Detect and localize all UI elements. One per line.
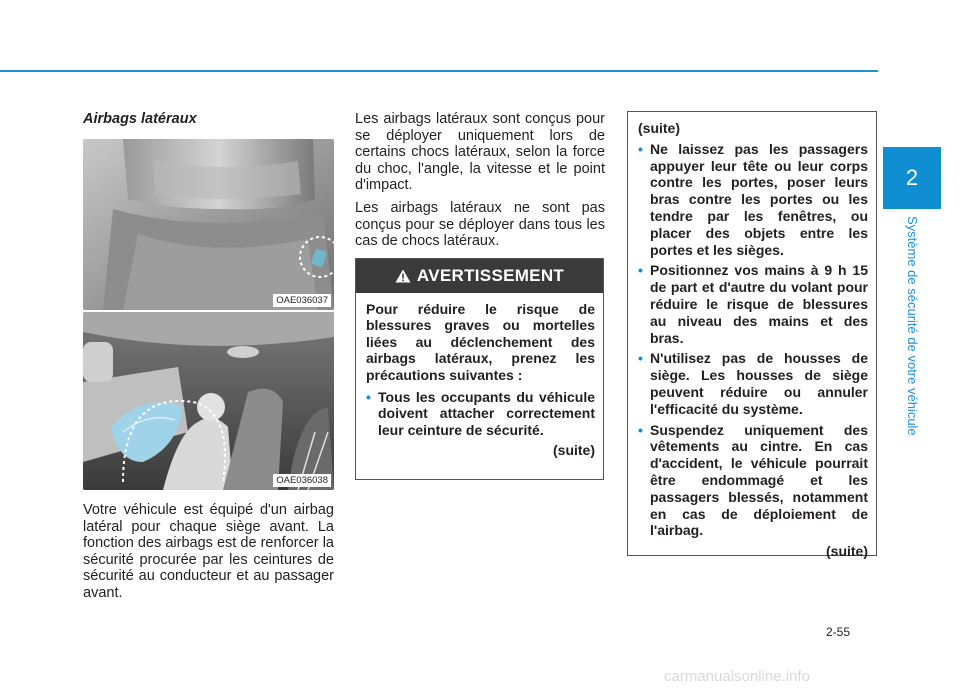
interior-illustration (83, 312, 334, 490)
chapter-tab (883, 147, 941, 209)
figure-code: OAE036038 (273, 474, 331, 487)
warning-heading: AVERTISSEMENT (416, 266, 565, 285)
body-paragraph: Les airbags latéraux ne sont pas conçus pour se déployer dans tous les cas de chocs latéraux. (355, 199, 605, 250)
continued-box (627, 111, 877, 560)
seat-illustration (83, 139, 334, 310)
seat-figure (83, 139, 334, 310)
list-item: • Positionnez vos mains à 9 h 15 de part et d'autre du volant pour réduire le risque de blessures au niveau des mains et des bras. (638, 262, 868, 346)
left-column (83, 111, 334, 128)
list-item: • Ne laissez pas les passagers appuyer leur tête ou leur corps contre les portes, poser leurs bras contre les portes ou les tendre par les fenêtres, ou placer des objets entre les portes et les sièges. (638, 141, 868, 259)
warning-intro: Pour réduire le risque de blessures graves ou mortelles liées au déclenchement des airbags latéraux, prenez les précautions suivantes : (366, 301, 595, 383)
list-item: • N'utilisez pas de housses de siège. Les housses de siège peuvent réduire ou annuler l'efficacité du système. (638, 350, 868, 417)
warning-header (356, 259, 603, 293)
warning-triangle-icon (395, 269, 411, 283)
section-title: Airbags latéraux (83, 111, 197, 127)
list-item: • Tous les occupants du véhicule doivent attacher correctement leur ceinture de sécurité. (366, 389, 595, 438)
chapter-number: 2 (905, 165, 919, 190)
airbag-deploy-figure (83, 312, 334, 490)
continued-header: (suite) (638, 120, 680, 136)
intro-paragraph: Votre véhicule est équipé d'un airbag latéral pour chaque siège avant. La fonction des airbags est de renforcer la sécurité procurée par les ceintures de sécurité au conducteur et au passager avant. (83, 502, 334, 601)
watermark-link[interactable]: carmanualsonline.info (664, 668, 810, 685)
list-item: • Suspendez uniquement des vêtements au cintre. En cas d'accident, le véhicule pourrait être endommagé et les passagers blessés, notamment en cas de déploiement de l'airbag. (638, 422, 868, 540)
page-number: 2-55 (826, 625, 851, 639)
warning-body (356, 293, 603, 459)
figure-code: OAE036037 (273, 294, 331, 307)
continued-label: (suite) (553, 442, 595, 459)
chapter-title: Système de sécurité de votre véhicule (905, 216, 920, 436)
continued-footer: (suite) (826, 543, 868, 560)
warning-box (355, 258, 604, 480)
header-rule (0, 70, 878, 72)
middle-column (355, 111, 605, 256)
body-paragraph: Les airbags latéraux sont conçus pour se déployer uniquement lors de certains chocs latéraux, selon la force du choc, l'angle, la vitesse et le point d'impact. (355, 111, 605, 194)
